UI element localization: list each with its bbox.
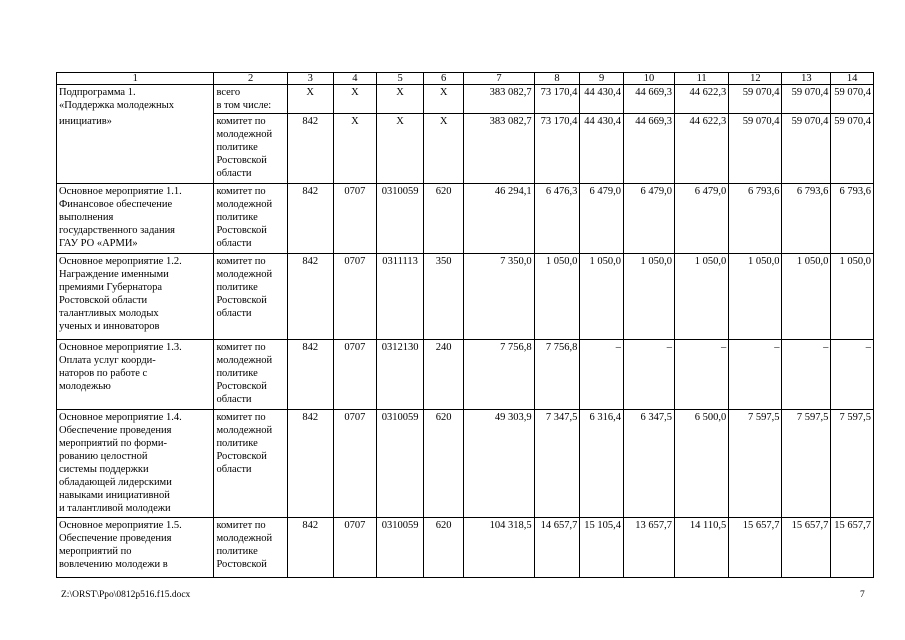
footer-file-path: Z:\ORST\Ppo\0812p516.f15.docx xyxy=(61,590,191,600)
value-cell: Х xyxy=(377,85,424,114)
value-cell: 6 316,4 xyxy=(580,410,624,518)
value-cell: 620 xyxy=(423,518,463,578)
value-cell: – xyxy=(675,340,729,410)
row-title-cell: инициатив» xyxy=(57,114,214,184)
value-cell: 73 170,4 xyxy=(534,114,580,184)
value-cell: 15 657,7 xyxy=(831,518,874,578)
column-header-14: 14 xyxy=(831,73,874,85)
column-header-1: 1 xyxy=(57,73,214,85)
value-cell: 6 500,0 xyxy=(675,410,729,518)
value-cell: 842 xyxy=(287,340,333,410)
value-cell: 1 050,0 xyxy=(675,254,729,340)
value-cell: – xyxy=(623,340,674,410)
value-cell: Х xyxy=(333,85,377,114)
value-cell: – xyxy=(729,340,782,410)
value-cell: 44 669,3 xyxy=(623,114,674,184)
row-title-cell: Основное мероприятие 1.3. Оплата услуг коорди- наторов по работе с молодежью xyxy=(57,340,214,410)
column-header-8: 8 xyxy=(534,73,580,85)
column-header-10: 10 xyxy=(623,73,674,85)
value-cell: 1 050,0 xyxy=(831,254,874,340)
value-cell: 620 xyxy=(423,410,463,518)
row-title-cell: Основное мероприятие 1.1. Финансовое обеспечение выполнения государственного задания ГАУ РО «АРМИ» xyxy=(57,184,214,254)
value-cell: 1 050,0 xyxy=(729,254,782,340)
value-cell: 0312130 xyxy=(377,340,424,410)
value-cell: Х xyxy=(423,85,463,114)
value-cell: 104 318,5 xyxy=(464,518,534,578)
value-cell: 59 070,4 xyxy=(729,85,782,114)
value-cell: 1 050,0 xyxy=(580,254,624,340)
value-cell: 59 070,4 xyxy=(782,114,831,184)
column-header-6: 6 xyxy=(423,73,463,85)
table-row xyxy=(57,184,874,254)
value-cell: 44 430,4 xyxy=(580,85,624,114)
column-header-13: 13 xyxy=(782,73,831,85)
value-cell: 7 756,8 xyxy=(464,340,534,410)
column-header-2: 2 xyxy=(214,73,287,85)
executor-cell: комитет по молодежной политике Ростовской области xyxy=(214,410,287,518)
row-title-cell: Основное мероприятие 1.4. Обеспечение проведения мероприятий по форми- рованию целостной системы поддержки обладающей лидерскими навыками инициативной и талантливой молодежи xyxy=(57,410,214,518)
value-cell: 620 xyxy=(423,184,463,254)
executor-cell: комитет по молодежной политике Ростовской области xyxy=(214,114,287,184)
value-cell: 1 050,0 xyxy=(623,254,674,340)
executor-cell: комитет по молодежной политике Ростовской области xyxy=(214,184,287,254)
value-cell: 6 476,3 xyxy=(534,184,580,254)
value-cell: 1 050,0 xyxy=(782,254,831,340)
executor-cell: всего в том числе: xyxy=(214,85,287,114)
value-cell: 0310059 xyxy=(377,184,424,254)
value-cell: – xyxy=(782,340,831,410)
column-header-11: 11 xyxy=(675,73,729,85)
value-cell: 6 793,6 xyxy=(831,184,874,254)
row-title-cell: Основное мероприятие 1.2. Награждение именными премиями Губернатора Ростовской области талантливых молодых ученых и инноваторов xyxy=(57,254,214,340)
value-cell: 49 303,9 xyxy=(464,410,534,518)
value-cell: 59 070,4 xyxy=(782,85,831,114)
column-header-4: 4 xyxy=(333,73,377,85)
value-cell: 0310059 xyxy=(377,410,424,518)
value-cell: 14 110,5 xyxy=(675,518,729,578)
value-cell: 59 070,4 xyxy=(831,85,874,114)
value-cell: 842 xyxy=(287,518,333,578)
value-cell: Х xyxy=(423,114,463,184)
row-title-cell: Основное мероприятие 1.5. Обеспечение проведения мероприятий по вовлечению молодежи в xyxy=(57,518,214,578)
value-cell: 59 070,4 xyxy=(831,114,874,184)
value-cell: 44 622,3 xyxy=(675,114,729,184)
value-cell: 46 294,1 xyxy=(464,184,534,254)
table-row xyxy=(57,254,874,340)
value-cell: 6 793,6 xyxy=(729,184,782,254)
value-cell: 240 xyxy=(423,340,463,410)
value-cell: 73 170,4 xyxy=(534,85,580,114)
value-cell: 7 350,0 xyxy=(464,254,534,340)
value-cell: 7 347,5 xyxy=(534,410,580,518)
value-cell: Х xyxy=(287,85,333,114)
value-cell: 0707 xyxy=(333,340,377,410)
value-cell: 44 669,3 xyxy=(623,85,674,114)
table-row xyxy=(57,410,874,518)
value-cell: 0707 xyxy=(333,254,377,340)
value-cell: 842 xyxy=(287,254,333,340)
table-row xyxy=(57,85,874,114)
value-cell: 6 479,0 xyxy=(675,184,729,254)
value-cell: 59 070,4 xyxy=(729,114,782,184)
footer-page-number: 7 xyxy=(860,590,865,600)
value-cell: 6 479,0 xyxy=(623,184,674,254)
value-cell: 0707 xyxy=(333,518,377,578)
value-cell: 383 082,7 xyxy=(464,85,534,114)
value-cell: 842 xyxy=(287,410,333,518)
value-cell: 6 347,5 xyxy=(623,410,674,518)
value-cell: 44 430,4 xyxy=(580,114,624,184)
value-cell: 7 597,5 xyxy=(729,410,782,518)
value-cell: 0707 xyxy=(333,184,377,254)
row-title-cell: Подпрограмма 1. «Поддержка молодежных xyxy=(57,85,214,114)
column-header-12: 12 xyxy=(729,73,782,85)
value-cell: 350 xyxy=(423,254,463,340)
executor-cell: комитет по молодежной политике Ростовской области xyxy=(214,254,287,340)
value-cell: 0310059 xyxy=(377,518,424,578)
value-cell: 383 082,7 xyxy=(464,114,534,184)
column-header-3: 3 xyxy=(287,73,333,85)
value-cell: 0707 xyxy=(333,410,377,518)
value-cell: 842 xyxy=(287,114,333,184)
column-header-9: 9 xyxy=(580,73,624,85)
value-cell: Х xyxy=(377,114,424,184)
table-header-row xyxy=(57,73,874,85)
value-cell: 842 xyxy=(287,184,333,254)
value-cell: – xyxy=(580,340,624,410)
value-cell: 7 756,8 xyxy=(534,340,580,410)
table-row xyxy=(57,340,874,410)
executor-cell: комитет по молодежной политике Ростовской области xyxy=(214,340,287,410)
value-cell: 7 597,5 xyxy=(782,410,831,518)
value-cell: 14 657,7 xyxy=(534,518,580,578)
value-cell: 15 657,7 xyxy=(782,518,831,578)
value-cell: 7 597,5 xyxy=(831,410,874,518)
value-cell: 44 622,3 xyxy=(675,85,729,114)
value-cell: 0311113 xyxy=(377,254,424,340)
value-cell: 6 793,6 xyxy=(782,184,831,254)
value-cell: 15 657,7 xyxy=(729,518,782,578)
executor-cell: комитет по молодежной политике Ростовской xyxy=(214,518,287,578)
table-row xyxy=(57,114,874,184)
value-cell: Х xyxy=(333,114,377,184)
value-cell: 6 479,0 xyxy=(580,184,624,254)
value-cell: 13 657,7 xyxy=(623,518,674,578)
value-cell: 1 050,0 xyxy=(534,254,580,340)
column-header-5: 5 xyxy=(377,73,424,85)
table-row xyxy=(57,518,874,578)
value-cell: – xyxy=(831,340,874,410)
budget-table xyxy=(56,72,874,578)
column-header-7: 7 xyxy=(464,73,534,85)
value-cell: 15 105,4 xyxy=(580,518,624,578)
